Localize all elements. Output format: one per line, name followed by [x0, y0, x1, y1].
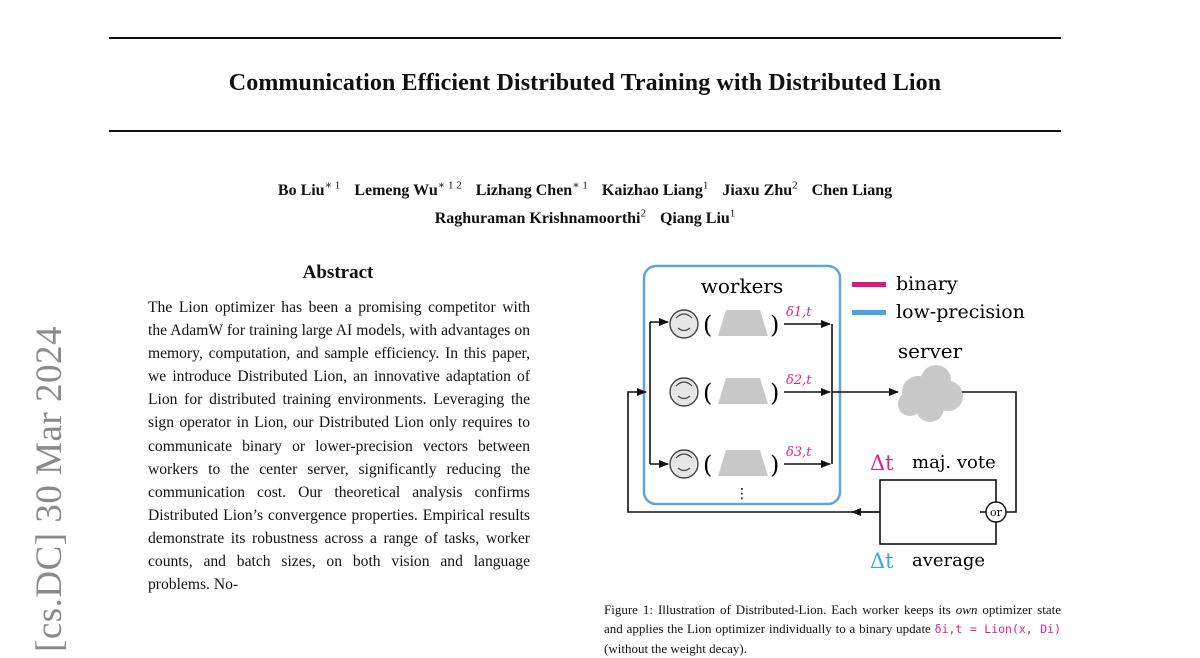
author: Qiang Liu$^1$ [659, 207, 736, 227]
vote-delta: Δt [870, 451, 894, 475]
abstract-heading: Abstract [302, 262, 374, 283]
abstract-text: The Lion optimizer has been a promising competitor with the AdamW for training large AI models, with advantages on memory, computation, and sample efficiency. In this paper, we introduce Distributed Lion, an innovative adaptation of Lion for distributed training environments. Leveraging the sign operator in Lion, our Distributed Lion only requires to communicate binary or lower-precision vectors between workers to the center server, significantly reducing the communication cost. Our theoretical analysis confirms Distributed Lion’s convergence properties. Empirical results demonstrate its robustness across a range of tasks, worker counts, and batch sizes, on both vision and language problems. No- [148, 299, 530, 594]
model-trapezoid [718, 378, 768, 404]
legend-low-precision-label: low-precision [896, 301, 1025, 323]
arxiv-side-stamp: [cs.DC] 30 Mar 2024 [29, 325, 70, 652]
svg-text:(: ( [703, 311, 713, 339]
svg-text:(: ( [703, 379, 713, 407]
workers-label: workers [700, 274, 784, 298]
or-label: or [990, 506, 1002, 519]
title-rule-top [109, 37, 1061, 39]
avg-delta: Δt [870, 549, 894, 573]
legend-low-precision-swatch [852, 310, 886, 315]
author-line-2 [0, 202, 1170, 229]
svg-text:): ) [770, 451, 780, 479]
svg-text:(: ( [703, 451, 713, 479]
server-cloud-icon [898, 365, 963, 422]
legend-binary-swatch [852, 282, 886, 287]
paper-title: Communication Efficient Distributed Training with Distributed Lion [228, 70, 942, 96]
author-line-1 [0, 175, 1170, 202]
author-list [0, 175, 1170, 230]
worker-row-1 [670, 305, 830, 339]
delta-label: δ1,t [786, 305, 812, 320]
svg-text:): ) [770, 311, 780, 339]
average-label: average [912, 550, 986, 571]
author: Chen Liang [811, 182, 893, 200]
model-trapezoid [718, 310, 768, 336]
worker-row-3 [670, 445, 830, 479]
author: Jiaxu Zhu$^2$ [722, 180, 798, 200]
maj-vote-label: maj. vote [912, 452, 996, 473]
server-label: server [897, 339, 963, 363]
svg-text:): ) [770, 379, 780, 407]
author: Bo Liu$^{∗ 1}$ [277, 180, 341, 200]
caption-math: δi,t = Lion(x, Di) [934, 622, 1061, 636]
delta-label: δ2,t [786, 373, 812, 388]
title-rule-bottom [109, 130, 1061, 132]
model-trapezoid [718, 450, 768, 476]
worker-row-2 [670, 373, 830, 407]
author: Raghuraman Krishnamoorthi$^2$ [434, 207, 646, 227]
author: Lizhang Chen$^{∗ 1}$ [475, 180, 588, 200]
figure-caption: Figure 1: Illustration of Distributed-Lion. Each worker keeps its own optimizer state and applies the Lion optimizer individually to a binary update δi,t = Lion(x, Di) (without the weight decay). [604, 602, 1062, 656]
delta-label: δ3,t [786, 445, 812, 460]
more-workers-dots: ⋮ [735, 486, 749, 502]
aggregation-box [880, 480, 996, 544]
legend-binary-label: binary [896, 273, 958, 295]
author: Lemeng $Wu^{∗ 1 2}$ [354, 180, 462, 200]
author: Kaizhao Liang$^1$ [601, 180, 709, 200]
figure-diagram [600, 258, 1060, 588]
